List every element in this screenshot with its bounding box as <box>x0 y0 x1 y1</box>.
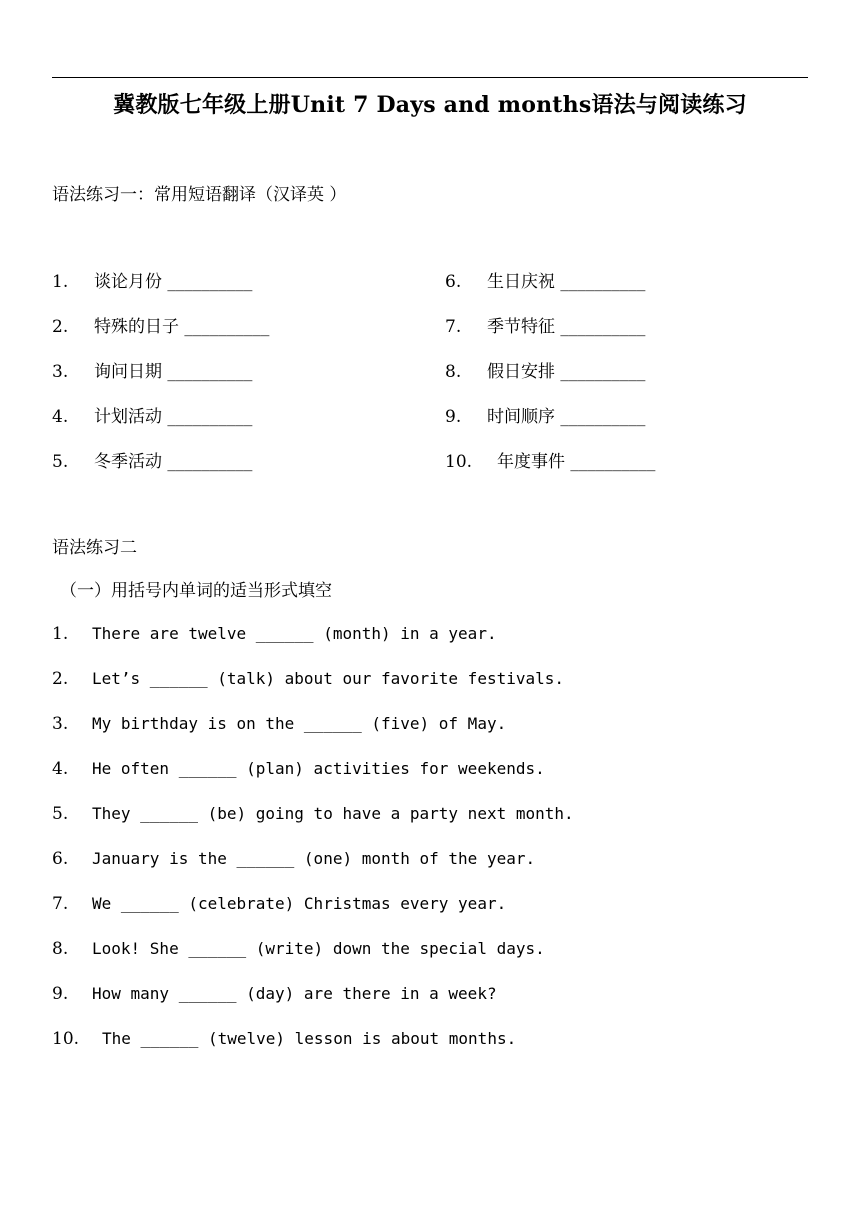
item-number: 3. <box>52 362 69 382</box>
fill-blank-item <box>52 938 545 960</box>
fill-blank-item <box>52 713 506 735</box>
item-number: 3. <box>52 714 69 734</box>
item-text: 计划活动 __________ <box>94 407 253 427</box>
item-number: 9. <box>445 407 462 427</box>
item-number: 1. <box>52 272 69 292</box>
item-text: My birthday is on the ______ (five) of May. <box>92 714 507 733</box>
item-text: Let’s ______ (talk) about our favorite festivals. <box>92 669 565 688</box>
item-text: 特殊的日子 __________ <box>94 317 270 337</box>
fill-blank-item <box>52 758 545 780</box>
item-number: 4. <box>52 759 69 779</box>
item-text: 季节特征 __________ <box>487 317 646 337</box>
fill-blank-item <box>52 623 497 645</box>
item-number: 5. <box>52 452 69 472</box>
item-text: There are twelve ______ (month) in a year. <box>92 624 497 643</box>
item-text: How many ______ (day) are there in a week? <box>92 984 497 1003</box>
phrase-item <box>445 316 645 338</box>
item-text: He often ______ (plan) activities for weekends. <box>92 759 545 778</box>
item-text: They ______ (be) going to have a party next month. <box>92 804 574 823</box>
fill-blank-item <box>52 1028 516 1050</box>
item-text: 询问日期 __________ <box>94 362 253 382</box>
item-number: 2. <box>52 669 69 689</box>
phrase-item <box>52 361 252 383</box>
item-number: 6. <box>445 272 462 292</box>
item-text: The ______ (twelve) lesson is about months. <box>102 1029 517 1048</box>
phrase-item <box>52 406 252 428</box>
item-number: 10. <box>52 1029 80 1049</box>
item-number: 9. <box>52 984 69 1004</box>
item-text: We ______ (celebrate) Christmas every year. <box>92 894 507 913</box>
phrase-item <box>445 361 645 383</box>
item-number: 8. <box>52 939 69 959</box>
phrase-item <box>52 451 252 473</box>
item-text: Look! She ______ (write) down the special days. <box>92 939 545 958</box>
page-title: 冀教版七年级上册Unit 7 Days and months语法与阅读练习 <box>113 92 747 118</box>
item-text: 生日庆祝 __________ <box>487 272 646 292</box>
fill-blank-item <box>52 893 506 915</box>
top-rule <box>52 77 808 78</box>
fill-blank-item <box>52 983 497 1005</box>
item-text: 谈论月份 __________ <box>94 272 253 292</box>
item-number: 6. <box>52 849 69 869</box>
item-text: January is the ______ (one) month of the year. <box>92 849 536 868</box>
fill-blank-item <box>52 668 564 690</box>
item-text: 年度事件 __________ <box>497 452 656 472</box>
item-text: 假日安排 __________ <box>487 362 646 382</box>
section2-heading: 语法练习二 <box>52 538 137 558</box>
fill-blank-item <box>52 848 535 870</box>
phrase-item <box>52 271 252 293</box>
item-number: 5. <box>52 804 69 824</box>
section2-subheading: （一）用括号内单词的适当形式填空 <box>60 581 332 601</box>
fill-blank-item <box>52 803 574 825</box>
item-number: 2. <box>52 317 69 337</box>
phrase-item <box>445 406 645 428</box>
item-text: 时间顺序 __________ <box>487 407 646 427</box>
item-number: 4. <box>52 407 69 427</box>
section1-heading: 语法练习一：常用短语翻译（汉译英 ） <box>52 185 347 205</box>
item-text: 冬季活动 __________ <box>94 452 253 472</box>
phrase-item <box>52 316 269 338</box>
item-number: 7. <box>52 894 69 914</box>
item-number: 8. <box>445 362 462 382</box>
item-number: 7. <box>445 317 462 337</box>
item-number: 1. <box>52 624 69 644</box>
item-number: 10. <box>445 452 473 472</box>
phrase-item <box>445 271 645 293</box>
phrase-item <box>445 451 655 473</box>
